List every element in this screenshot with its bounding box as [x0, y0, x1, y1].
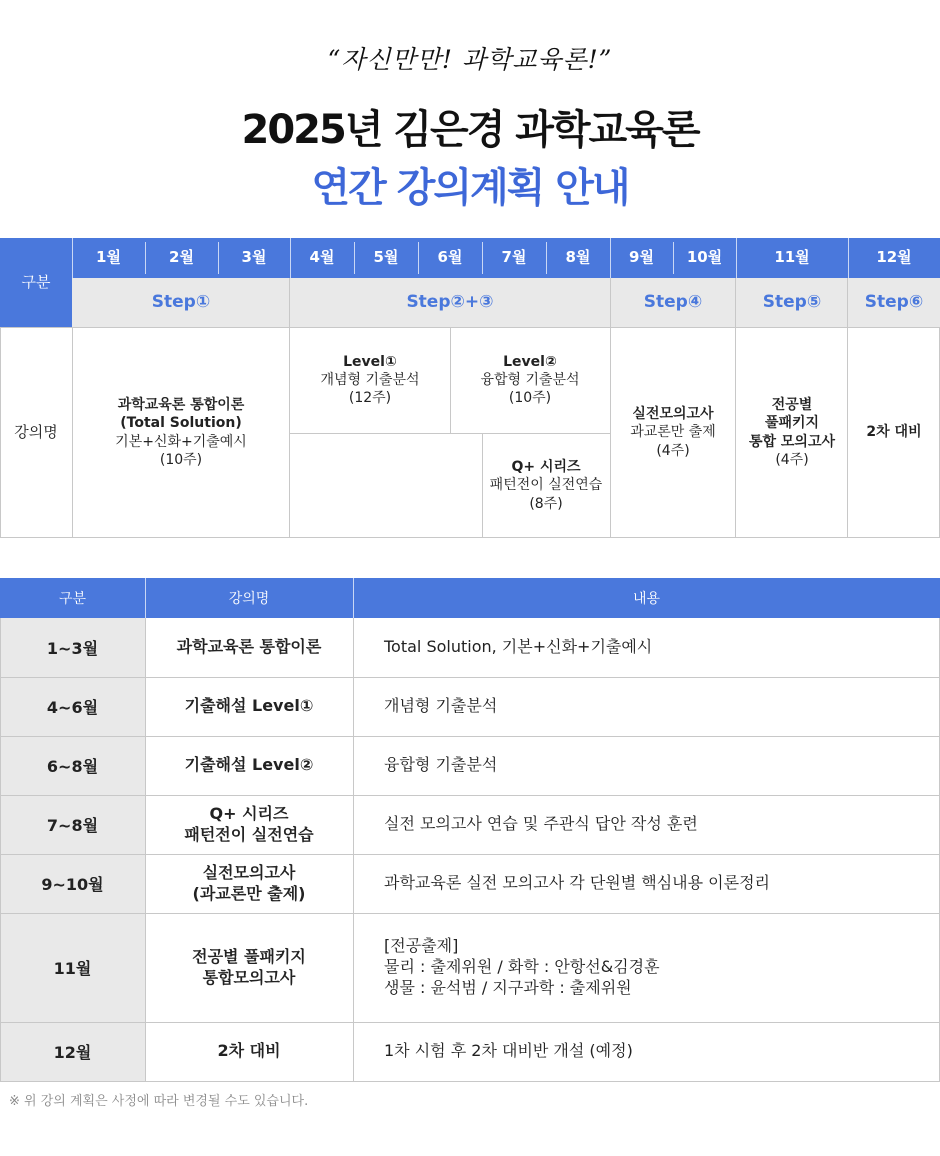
footnote: ※ 위 강의 계획은 사정에 따라 변경될 수도 있습니다.: [9, 1094, 309, 1109]
qplus-title: Q+ 시리즈: [511, 459, 581, 476]
row-content: [353, 677, 940, 736]
row-content: [353, 795, 940, 854]
mock-title: 실전모의고사: [632, 406, 714, 423]
page-header: [0, 0, 940, 238]
integrated-title: 과학교육론 통합이론: [117, 397, 245, 414]
integrated-subtitle: (Total Solution): [120, 415, 242, 432]
name-line: (과교론만 출제): [192, 883, 306, 903]
step-label: Step①: [72, 278, 290, 327]
month-header: 11월: [736, 238, 848, 278]
level1-weeks: (12주): [348, 390, 392, 407]
row-lecture-name: [145, 677, 353, 736]
package-title1: 전공별: [771, 397, 813, 414]
step-label: Step④: [610, 278, 736, 327]
lecture-row-label: 강의명: [14, 422, 58, 441]
name-line: 통합모의고사: [202, 967, 296, 987]
content-line: 실전 모의고사 연습 및 주관식 답안 작성 훈련: [384, 814, 698, 834]
detail-header-division: 구분: [0, 578, 145, 618]
level2-weeks: (10주): [508, 390, 552, 407]
table-row: [0, 618, 940, 677]
name-line: 기출해설 Level①: [184, 696, 314, 716]
month-header: 10월: [673, 238, 736, 278]
detail-header-content: 내용: [353, 578, 940, 618]
name-line: 2차 대비: [217, 1041, 281, 1061]
level1-desc: 개념형 기출분석: [320, 371, 420, 388]
level2-cell: [450, 327, 610, 433]
content-line: 융합형 기출분석: [384, 755, 498, 775]
level1-title: Level①: [343, 353, 397, 370]
row-content: [353, 1022, 940, 1081]
month-header: 9월: [610, 238, 673, 278]
qplus-cell: [482, 433, 610, 538]
row-content: [353, 913, 940, 1022]
second-round-cell: [848, 327, 940, 538]
package-weeks: (4주): [775, 451, 809, 468]
row-lecture-name: [145, 913, 353, 1022]
name-line: Q+ 시리즈: [209, 803, 289, 823]
content-line: 생물 : 윤석범 / 지구과학 : 출제위원: [384, 977, 632, 997]
row-lecture-name: [145, 618, 353, 677]
table-row: [0, 736, 940, 795]
qplus-weeks: (8주): [529, 495, 563, 512]
month-header: 2월: [145, 238, 218, 278]
row-content: [353, 736, 940, 795]
row-period: 12월: [0, 1022, 145, 1081]
package-title3: 통합 모의고사: [748, 433, 836, 450]
row-lecture-name: [145, 1022, 353, 1081]
content-line: 개념형 기출분석: [384, 696, 498, 716]
row-content: [353, 854, 940, 913]
row-period: 6~8월: [0, 736, 145, 795]
month-header: 3월: [218, 238, 290, 278]
table-row: [0, 1022, 940, 1081]
content-line: Total Solution, 기본+신화+기출예시: [384, 637, 653, 657]
row-content: [353, 618, 940, 677]
page-subtitle: 연간 강의계획 안내: [311, 165, 629, 211]
level2-desc: 융합형 기출분석: [480, 371, 580, 388]
name-line: 실전모의고사: [202, 862, 296, 882]
table-row: [0, 795, 940, 854]
division-label: 구분: [0, 238, 72, 327]
package-cell: [736, 327, 848, 538]
name-line: 기출해설 Level②: [184, 755, 314, 775]
integrated-theory-cell: [72, 327, 290, 538]
row-lecture-name: [145, 736, 353, 795]
detail-header-lecture: 강의명: [145, 578, 353, 618]
step-label: Step⑥: [848, 278, 940, 327]
page-title: 2025년 김은경 과학교육론: [241, 107, 699, 153]
second-title: 2차 대비: [866, 424, 922, 441]
row-lecture-name: [145, 795, 353, 854]
level2-title: Level②: [503, 353, 557, 370]
row-period: 11월: [0, 913, 145, 1022]
row-period: 9~10월: [0, 854, 145, 913]
month-header: 8월: [546, 238, 610, 278]
package-title2: 풀패키지: [764, 415, 820, 432]
row-period: 7~8월: [0, 795, 145, 854]
row-period: 1~3월: [0, 618, 145, 677]
content-line: [전공출제]: [384, 936, 459, 956]
slogan: “자신만만! 과학교육론!”: [327, 45, 613, 74]
integrated-desc: 기본+신화+기출예시: [115, 433, 247, 450]
row-period: 4~6월: [0, 677, 145, 736]
month-header: 6월: [418, 238, 482, 278]
month-header: 4월: [290, 238, 354, 278]
qplus-desc: 패턴전이 실전연습: [489, 477, 603, 494]
schedule-table: [0, 238, 940, 538]
content-line: 물리 : 출제위원 / 화학 : 안항선&김경훈: [384, 957, 660, 977]
level1-cell: [290, 327, 450, 433]
row-lecture-name: [145, 854, 353, 913]
mock-weeks: (4주): [656, 442, 690, 459]
month-header: 1월: [72, 238, 145, 278]
step-label: Step②+③: [290, 278, 610, 327]
content-line: 1차 시험 후 2차 대비반 개설 (예정): [384, 1041, 633, 1061]
month-header: 7월: [482, 238, 546, 278]
table-row: [0, 854, 940, 913]
mock-exam-cell: [610, 327, 736, 538]
table-row: [0, 913, 940, 1022]
month-header: 12월: [848, 238, 940, 278]
name-line: 전공별 풀패키지: [192, 946, 306, 966]
content-line: 과학교육론 실전 모의고사 각 단원별 핵심내용 이론정리: [384, 873, 771, 893]
integrated-weeks: (10주): [159, 451, 203, 468]
step-label: Step⑤: [736, 278, 848, 327]
name-line: 패턴전이 실전연습: [184, 824, 314, 844]
month-header: 5월: [354, 238, 418, 278]
name-line: 과학교육론 통합이론: [176, 637, 322, 657]
mock-desc: 과교론만 출제: [630, 424, 716, 441]
table-row: [0, 677, 940, 736]
